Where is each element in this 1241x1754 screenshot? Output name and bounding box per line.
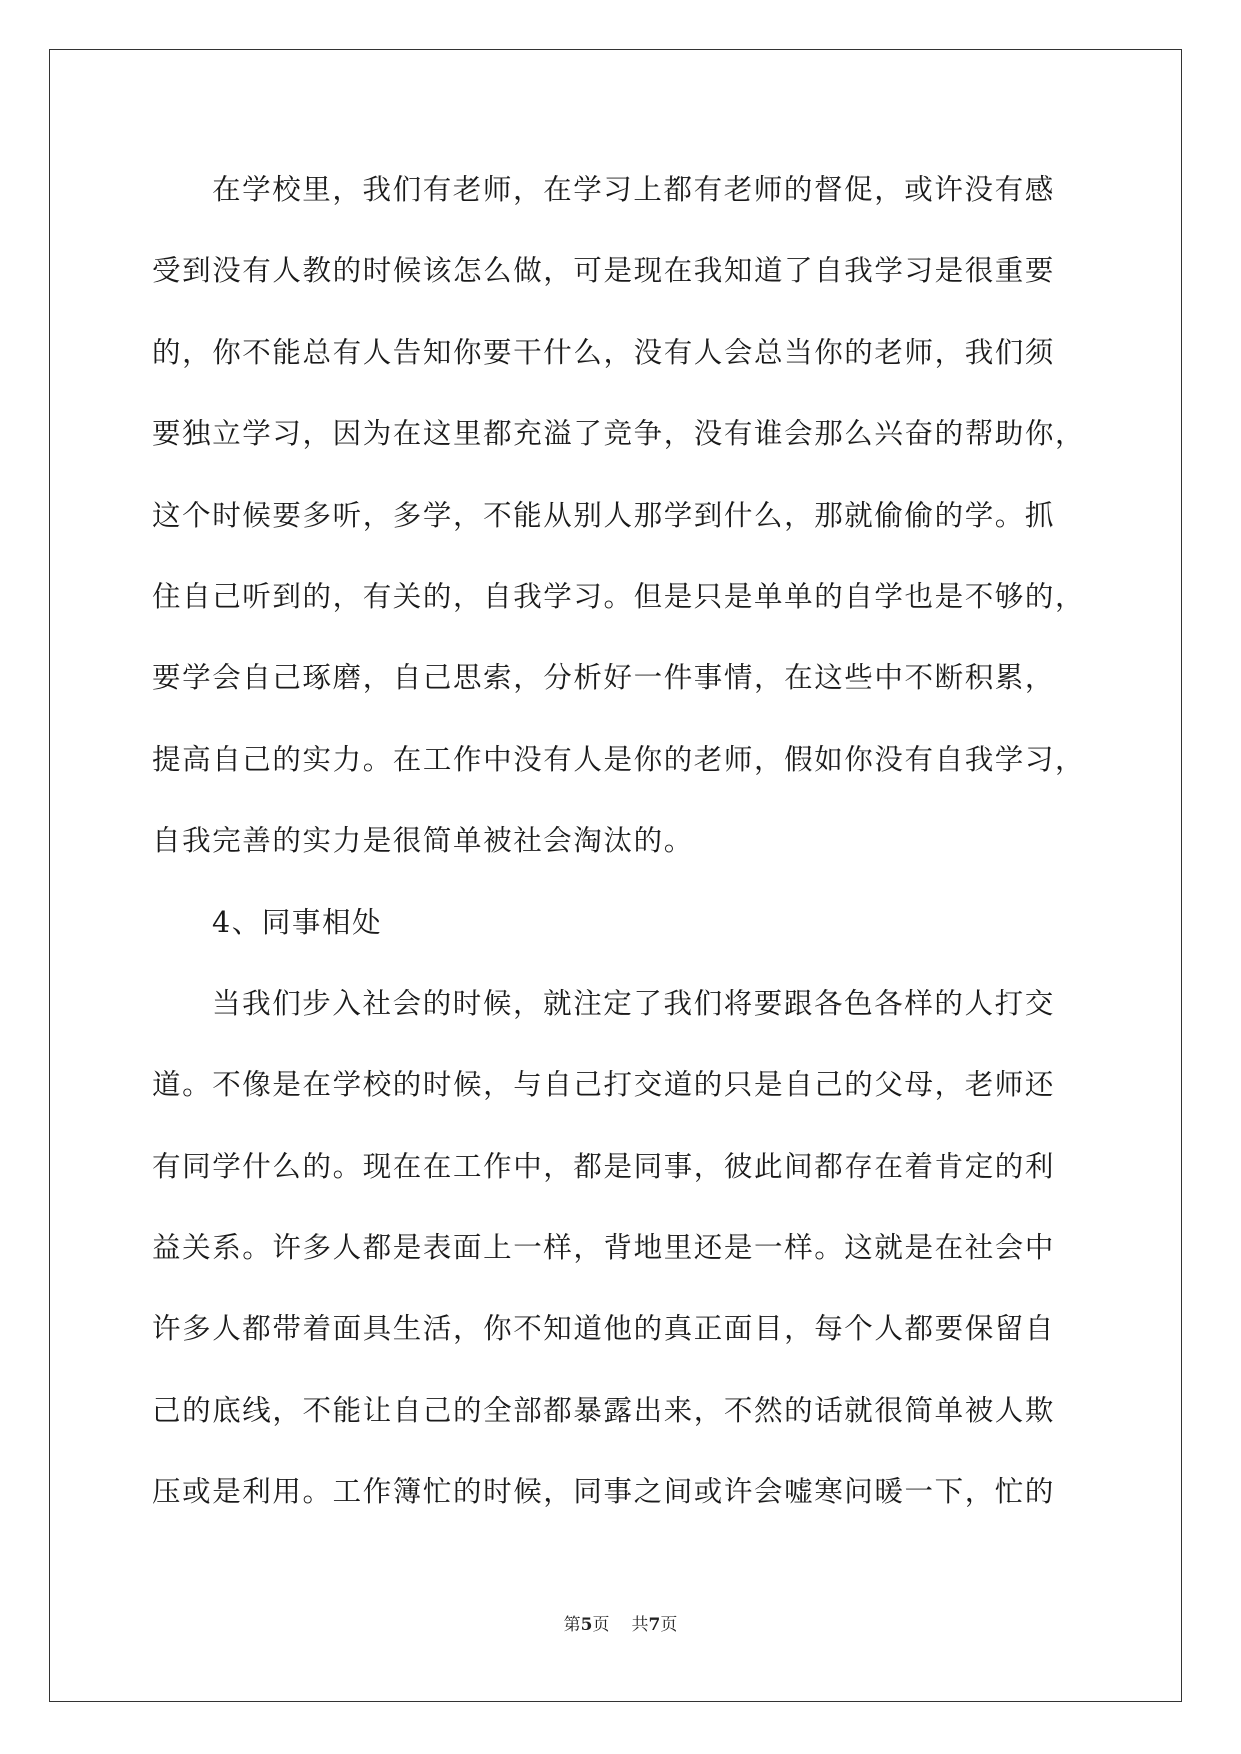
total-prefix: 共 [631, 1615, 649, 1635]
paragraph-line: 提高自己的实力。在工作中没有人是你的老师，假如你没有自我学习， [152, 742, 1086, 776]
page-prefix: 第 [563, 1615, 581, 1635]
document-body [152, 163, 1097, 1547]
total-unit: 页 [660, 1615, 678, 1635]
paragraph-line: 压或是利用。工作簿忙的时候，同事之间或许会嘘寒问暖一下，忙的 [152, 1475, 1056, 1509]
paragraph-line: 要学会自己琢磨，自己思索，分析好一件事情，在这些中不断积累， [152, 661, 1056, 695]
paragraph-line: 的，你不能总有人告知你要干什么，没有人会总当你的老师，我们须 [152, 335, 1056, 369]
total-page-number: 7 [648, 1615, 661, 1635]
paragraph-line: 住自己听到的，有关的，自我学习。但是只是单单的自学也是不够的， [152, 579, 1086, 613]
current-page-number: 5 [580, 1615, 593, 1635]
paragraph-line: 许多人都带着面具生活，你不知道他的真正面目，每个人都要保留自 [152, 1312, 1056, 1346]
paragraph-line: 要独立学习，因为在这里都充溢了竞争，没有谁会那么兴奋的帮助你， [152, 417, 1086, 451]
section-heading: 4、同事相处 [212, 905, 383, 939]
paragraph-line: 这个时候要多听，多学，不能从别人那学到什么，那就偷偷的学。抓 [152, 498, 1056, 532]
paragraph-line: 当我们步入社会的时候，就注定了我们将要跟各色各样的人打交 [212, 986, 1055, 1020]
paragraph-line: 在学校里，我们有老师，在学习上都有老师的督促，或许没有感 [212, 173, 1055, 206]
paragraph-line: 有同学什么的。现在在工作中，都是同事，彼此间都存在着肯定的利 [152, 1149, 1056, 1183]
paragraph-line: 益关系。许多人都是表面上一样，背地里还是一样。这就是在社会中 [152, 1231, 1056, 1265]
paragraph-line: 道。不像是在学校的时候，与自己打交道的只是自己的父母，老师还 [152, 1068, 1056, 1102]
page-footer [0, 1610, 1241, 1635]
paragraph-line: 己的底线，不能让自己的全部都暴露出来，不然的话就很简单被人欺 [152, 1393, 1056, 1427]
paragraph-line: 自我完善的实力是很简单被社会淘汰的。 [152, 824, 694, 858]
page-unit: 页 [592, 1615, 610, 1635]
paragraph-line: 受到没有人教的时候该怎么做，可是现在我知道了自我学习是很重要 [152, 254, 1056, 288]
